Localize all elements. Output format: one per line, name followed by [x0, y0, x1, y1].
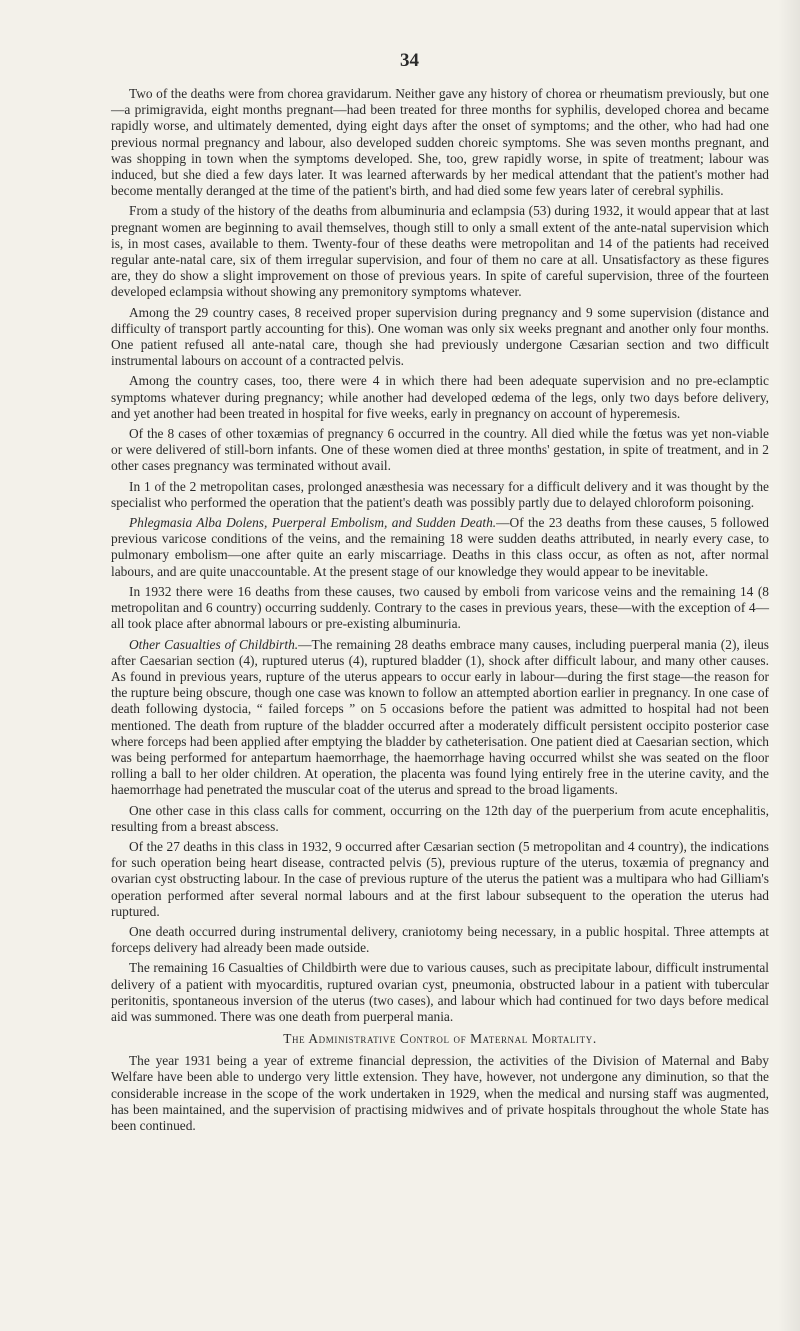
paragraph-lead-phlegmasia: Phlegmasia Alba Dolens, Puerperal Embolism, and Sudden Death. — [129, 515, 497, 531]
paragraph-country-supervision: Among the country cases, too, there were 4 in which there had been adequate supervision and no pre-eclamptic symptoms whatever during pregnancy; while another had developed œdema of the legs, only two days before delivery, and yet another had been treated in hospital for five weeks, early in pregnancy on account of hyperemesis. — [111, 373, 769, 421]
paragraph-body-phlegmasia: —Of the 23 deaths from these causes, 5 followed previous varicose conditions of the veins, and the remaining 18 were sudden deaths attributed, in nearly every case, to pulmonary embolism—one after quite an early miscarriage. Deaths in this class occur, as often as not, after normal labours, and are quite unaccountable. At the present stage of our knowledge they would appear to be inevitable. — [111, 515, 769, 579]
paragraph-phlegmasia — [111, 515, 769, 580]
paragraph-lead-other-casualties: Other Casualties of Childbirth. — [129, 636, 299, 652]
paragraph-craniotomy: One death occurred during instrumental delivery, craniotomy being necessary, in a public hospital. Three attempts at forceps delivery had already been made outside. — [111, 923, 769, 956]
page-number: 34 — [400, 50, 419, 71]
paragraph-encephalitis: One other case in this class calls for comment, occurring on the 12th day of the puerperium from acute encephalitis, resulting from a breast abscess. — [111, 802, 769, 834]
page-edge-shadow — [778, 0, 800, 1331]
paragraph-caesarian-section: Of the 27 deaths in this class in 1932, 9 occurred after Cæsarian section (5 metropolitan and 4 country), the indications for such operation being heart disease, contracted pelvis (5), previous rupture of the uterus, toxæmia of pregnancy and ovarian cyst obstructing labour. In the case of previous rupture of the uterus the patient was a multipara who had Gilliam's operation performed after several normal labours and at the first labour subsequent to the operation the uterus had ruptured. — [111, 838, 769, 919]
paragraph-chorea-gravidarum: Two of the deaths were from chorea gravidarum. Neither gave any history of chorea or rheumatism previously, but one—a primigravida, eight months pregnant—had been treated for three months for syphilis, developed chorea and became rapidly worse, and ultimately demented, dying eight days after the onset of symptoms; and the other, who had had one previous normal pregnancy and labour, also developed sudden choreic symptoms. She was seven months pregnant, and was shopping in town when the symptoms developed. She, too, grew rapidly worse, in spite of treatment; labour was induced, but she died a few days later. It was learned afterwards by her medical attendant that the patient's mother had become mentally deranged at the time of the patient's birth, and had died some few years later of cerebral syphilis. — [111, 86, 769, 199]
document-body — [111, 86, 769, 1138]
paragraph-metropolitan-anaesthesia: In 1 of the 2 metropolitan cases, prolonged anæsthesia was necessary for a difficult delivery and it was thought by the specialist who performed the operation that the patient's death was possibly partly due to delayed chloroform poisoning. — [111, 478, 769, 510]
section-heading: The Administrative Control of Maternal Mortality. — [283, 1031, 597, 1047]
paragraph-administrative-control: The year 1931 being a year of extreme financial depression, the activities of the Division of Maternal and Baby Welfare have been able to undergo very little extension. They have, however, not undergone any diminution, so that the considerable increase in the scope of the work undertaken in 1929, when the medical and nursing staff was augmented, has been maintained, and the supervision of practising midwives and of private hospitals throughout the whole State has been continued. — [111, 1053, 769, 1133]
paragraph-other-toxaemias: Of the 8 cases of other toxæmias of pregnancy 6 occurred in the country. All died while the fœtus was yet non-viable or were delivered of still-born infants. One of these women died at three months' gestation, in spite of treatment, and in 2 other cases pregnancy was terminated without avail. — [111, 426, 769, 474]
paragraph-other-casualties — [111, 637, 769, 799]
paragraph-body-other-casualties: —The remaining 28 deaths embrace many causes, including puerperal mania (2), ileus after Caesarian section (4), ruptured uterus (4), ruptured bladder (1), shock after difficult labour, and many other causes. As found in previous years, rupture of the uterus appears to occur early in labour—during the first stage—the reason for the rupture being obscure, though one case was known to follow an attempted abortion earlier in pregnancy. In one case of death following dystocia, “ failed forceps ” on 5 occasions before the patient was admitted to hospital had not been mentioned. The death from rupture of the bladder occurred after a moderately difficult persistent occipito posterior case where forceps had been applied after emptying the bladder by catheterisation. One patient died at Caesarian section, which was being performed for antepartum haemorrhage, the haemorrhage having occurred whilst she was seated on the floor rolling a ball to her older children. At operation, the placenta was found lying entirely free in the uterine cavity, and the haemorrhage had penetrated the muscular coat of the uterus and spread to the broad ligaments. — [111, 636, 769, 798]
paragraph-country-cases: Among the 29 country cases, 8 received proper supervision during pregnancy and 9 some supervision (distance and difficulty of transport partly accounting for this). One woman was only six weeks pregnant and another only four months. One patient refused all ante-natal care, though she had previously undergone Cæsarian section and two difficult instrumental labours on account of a contracted pelvis. — [111, 304, 769, 369]
paragraph-remaining-casualties: The remaining 16 Casualties of Childbirth were due to various causes, such as precipitate labour, difficult instrumental delivery of a patient with myocarditis, ruptured ovarian cyst, pneumonia, obstructed labour in a patient with tubercular peritonitis, spontaneous inversion of the uterus (two cases), and labour which had continued for two days before medical aid was summoned. There was one death from puerperal mania. — [111, 960, 769, 1024]
paragraph-albuminuria-eclampsia: From a study of the history of the deaths from albuminuria and eclampsia (53) during 1932, it would appear that at last pregnant women are beginning to avail themselves, though still to only a small extent of the ante-natal supervision which is, in most cases, available to them. Twenty-four of these deaths were metropolitan and 14 of the patients had received regular ante-natal care, six of them irregular supervision, and four of them no care at all. Unsatisfactory as these figures are, they do show a slight improvement on those of previous years. In spite of careful supervision, three of the fourteen developed eclampsia without showing any premonitory symptoms whatever. — [111, 203, 769, 300]
paragraph-1932-emboli: In 1932 there were 16 deaths from these causes, two caused by emboli from varicose veins and the remaining 14 (8 metropolitan and 6 country) occurring suddenly. Contrary to the cases in previous years, these—with the exception of 4—all took place after abnormal labours or pre-existing albuminuria. — [111, 583, 769, 632]
